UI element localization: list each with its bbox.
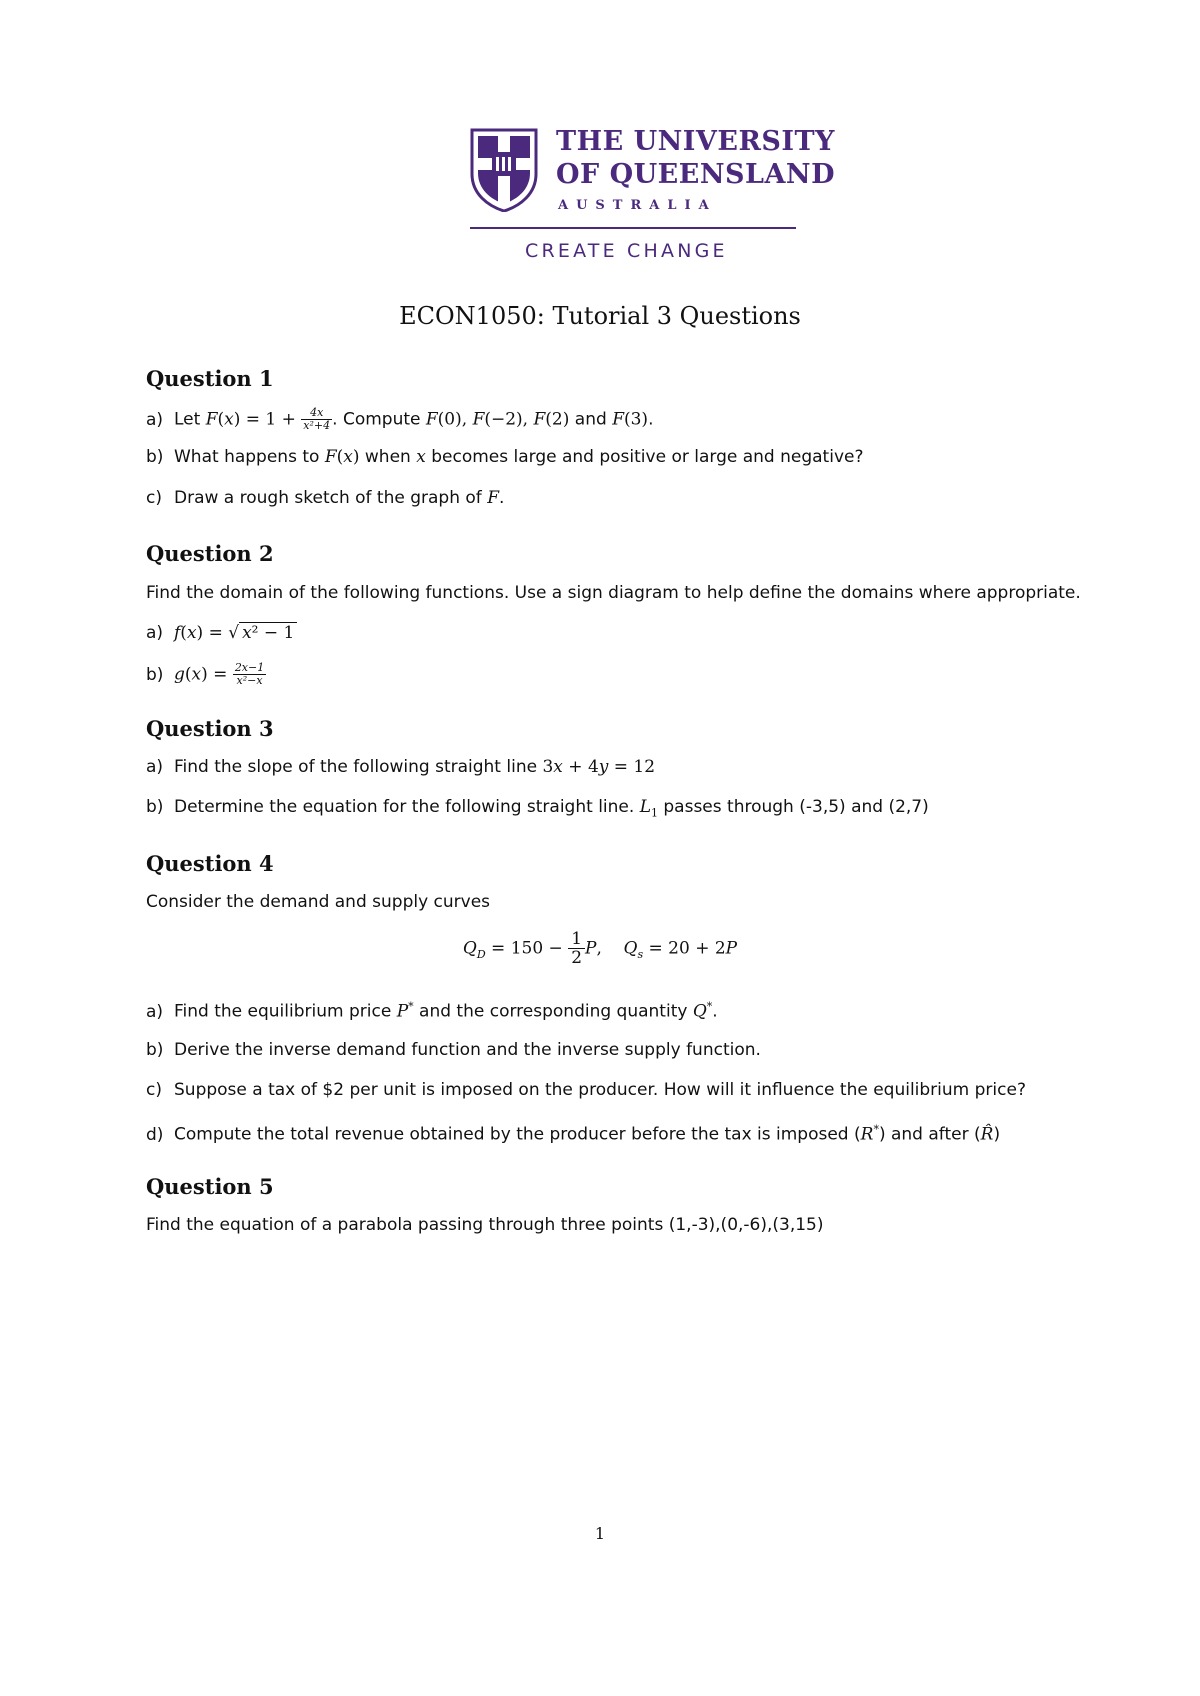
question-2-heading: Question 2 xyxy=(146,541,274,566)
fraction: $\frac{4x}{\text{x²+4}}$ xyxy=(303,406,331,432)
question-3b: b) Determine the equation for the following straight line. $L_1$ passes through (-3,5) and (2,7) xyxy=(146,797,929,820)
question-2b: b) g(x) = $\frac{2x-1}{\text{x²−x}}$ xyxy=(146,661,265,687)
question-2-intro: Find the domain of the following functions. Use a sign diagram to help define the domains where appropriate. xyxy=(146,583,1081,603)
text: becomes large and positive or large and negative? xyxy=(425,447,864,467)
text: and xyxy=(569,409,613,430)
text: . xyxy=(712,1001,718,1022)
item-label: b) xyxy=(146,797,164,817)
supply-demand-equations: $Q_D = 150$ − $\frac{1}{2}$ P, $Q_s = 20 + 2P$ xyxy=(462,929,738,968)
question-5-heading: Question 5 xyxy=(146,1174,274,1199)
text: . xyxy=(648,409,654,430)
text: Let xyxy=(174,409,206,430)
item-label: b) xyxy=(146,1040,164,1060)
question-3-heading: Question 3 xyxy=(146,716,274,741)
question-4a: a) Find the equilibrium price P* and the corresponding quantity Q*. xyxy=(146,1000,718,1022)
item-label: c) xyxy=(146,1080,162,1100)
text: ) and after ( xyxy=(878,1124,981,1145)
fraction: $\frac{2x-1}{\text{x²−x}}$ xyxy=(234,661,265,687)
text: Find the slope of the following straight line xyxy=(174,757,543,777)
item-label: a) xyxy=(146,409,164,430)
question-1-heading: Question 1 xyxy=(146,366,274,391)
fraction: $\frac{1}{2}$ xyxy=(568,930,585,967)
question-4-heading: Question 4 xyxy=(146,851,274,876)
text: when xyxy=(359,447,417,467)
page-number: 1 xyxy=(594,1524,606,1543)
logo-text-line2: OF QUEENSLAND xyxy=(556,159,836,190)
question-5-intro: Find the equation of a parabola passing through three points (1,-3),(0,-6),(3,15) xyxy=(146,1215,824,1235)
logo-text-country: AUSTRALIA xyxy=(558,198,717,213)
question-4d: d) Compute the total revenue obtained by the producer before the tax is imposed (R*) and after (R̂) xyxy=(146,1123,1001,1145)
item-label: a) xyxy=(146,623,164,643)
text: Suppose a tax of $2 per unit is imposed on the producer. How will it influence the equilibrium price? xyxy=(174,1080,1026,1100)
logo-text-line1: THE UNIVERSITY xyxy=(556,126,835,157)
question-4b xyxy=(146,1040,761,1060)
item-label: d) xyxy=(146,1124,164,1145)
question-4c xyxy=(146,1080,1026,1100)
logo-divider xyxy=(470,227,796,229)
text: . xyxy=(498,488,505,508)
question-3a: a) Find the slope of the following straight line 3x + 4y = 12 xyxy=(146,757,656,777)
text: ) xyxy=(993,1124,1001,1145)
text: Determine the equation for the following straight line. xyxy=(174,797,640,817)
text: What happens to xyxy=(174,447,325,467)
item-label: a) xyxy=(146,1001,164,1022)
text: and the corresponding quantity xyxy=(413,1001,693,1022)
text: Compute the total revenue obtained by the producer before the tax is imposed ( xyxy=(174,1124,861,1145)
logo-tagline: CREATE CHANGE xyxy=(525,240,728,262)
question-1b: b) What happens to F(x) when x becomes large and positive or large and negative? xyxy=(146,447,864,467)
text: Draw a rough sketch of the graph of xyxy=(174,488,488,508)
question-4-intro: Consider the demand and supply curves xyxy=(146,892,491,912)
item-label: a) xyxy=(146,757,164,777)
crest-icon xyxy=(470,128,538,212)
item-label: b) xyxy=(146,664,164,685)
question-2a: a) f(x) = √ x² − 1 xyxy=(146,622,297,643)
question-1a: a) Let F(x) = 1 + $\frac{4x}{\text{x²+4}}$ . Compute F(0), F(−2), F(2) and F(3). xyxy=(146,406,654,432)
question-1c: c) Draw a rough sketch of the graph of F. xyxy=(146,488,505,508)
text: passes through (-3,5) and (2,7) xyxy=(657,797,929,817)
item-label: b) xyxy=(146,447,164,467)
text: Derive the inverse demand function and the inverse supply function. xyxy=(174,1040,761,1060)
university-logo xyxy=(470,126,836,266)
text: . Compute xyxy=(332,409,426,430)
document-title: ECON1050: Tutorial 3 Questions xyxy=(399,302,801,330)
square-root: x² − 1 xyxy=(239,622,297,643)
text: Find the equilibrium price xyxy=(174,1001,397,1022)
item-label: c) xyxy=(146,488,162,508)
